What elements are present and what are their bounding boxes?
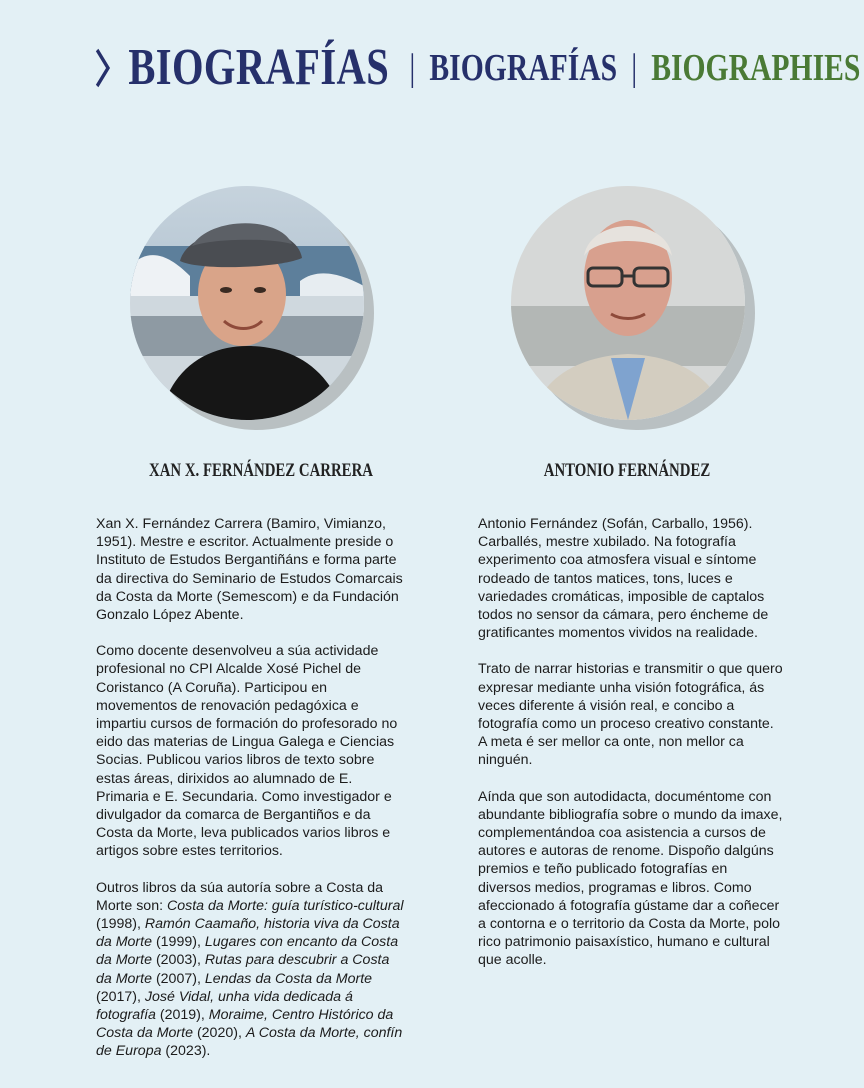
title-galician: BIOGRAFÍAS bbox=[128, 39, 390, 96]
biography-column-antonio bbox=[478, 515, 783, 988]
book-title: Rutas para descubrir a Costa da Morte bbox=[96, 952, 390, 987]
book-title: Lendas da Costa da Morte bbox=[204, 970, 373, 987]
page-header bbox=[94, 38, 860, 97]
title-separator: | bbox=[409, 46, 416, 89]
title-english: BIOGRAPHIES bbox=[651, 46, 861, 89]
book-year: (2023). bbox=[161, 1043, 211, 1060]
person-name: XAN X. FERNÁNDEZ CARRERA bbox=[149, 460, 373, 481]
book-title: Moraime, Centro Histórico da Costa da Morte bbox=[96, 1007, 394, 1042]
book-year: (2007), bbox=[152, 970, 205, 987]
bio-paragraph: Antonio Fernández (Sofán, Carballo, 1956). Carballés, mestre xubilado. Na fotografía experimento coa atmosfera visual e síntome rodeado de tantos matices, tons, luces e variedades cromáticas, imposible de captalos todos no sensor da cámara, pero éncheme de gratificantes momentos vividos na realidade. bbox=[478, 516, 769, 642]
bio-paragraph: Trato de narrar historias e transmitir o que quero expresar mediante unha visión fotográfica, ás veces diferente á visión real, e concibo a fotografía como un proceso creativo constante. A meta é ser mellor ca onte, non mellor ca ninguén. bbox=[478, 661, 783, 769]
bio-paragraph: Como docente desenvolveu a súa actividade profesional no CPI Alcalde Xosé Pichel de Coristanco (A Coruña). Participou en movementos de renovación pedagóxica e impartiu cursos de formación do profesorado no eido das materias de Lingua Galega e Ciencias Socias. Publicou varios libros de texto sobre estas áreas, dirixidos ao alumnado de E. Primaria e E. Secundaria. Como investigador e divulgador da comarca de Bergantiños e da Costa da Morte, leva publicados varios libros e artigos sobre estes territorios. bbox=[96, 643, 398, 860]
book-year: (2017), bbox=[96, 988, 145, 1005]
biography-column-xan bbox=[96, 515, 406, 1079]
book-year: (1998), bbox=[96, 916, 145, 933]
book-title: José Vidal, unha vida dedicada á fotografía bbox=[96, 988, 353, 1024]
portrait-photo-antonio bbox=[511, 186, 745, 420]
title-spanish: BIOGRAFÍAS bbox=[429, 46, 618, 89]
books-intro: Outros libros da súa autoría sobre a Costa da Morte son: bbox=[96, 879, 384, 914]
book-year: (1999), bbox=[152, 934, 205, 951]
title-separator: | bbox=[631, 46, 638, 89]
book-title: Costa da Morte: guía turístico-cultural bbox=[166, 897, 404, 914]
bio-paragraph: Xan X. Fernández Carrera (Bamiro, Vimianzo, 1951). Mestre e escritor. Actualmente preside o Instituto de Estudos Bergantiñáns e forma parte da directiva do Seminario de Estudos Comarcais da Costa da Morte (Semescom) e da Fundación Gonzalo López Abente. bbox=[96, 516, 403, 624]
portrait-image bbox=[130, 186, 364, 420]
book-year: (2003), bbox=[152, 952, 205, 969]
book-year: (2019), bbox=[155, 1007, 209, 1024]
person-name: ANTONIO FERNÁNDEZ bbox=[543, 460, 711, 481]
book-year: (2020), bbox=[193, 1025, 246, 1042]
portrait-photo-xan bbox=[130, 186, 364, 420]
book-title: Ramón Caamaño, historia viva da Costa da Morte bbox=[96, 916, 400, 951]
bio-paragraph: Aínda que son autodidacta, documéntome con abundante bibliografía sobre o mundo da imaxe, complementándoa coa asistencia a cursos de autores e autoras de renome. Dispoño dalgúns premios e teño publicado fotografías en diversos medios, programas e libros. Como afeccionado á fotografía gústame dar a coñecer a contorna e o territorio da Costa da Morte, polo rico patrimonio paisaxístico, humano e cultural que acolle. bbox=[478, 788, 783, 969]
book-title: A Costa da Morte, confín de Europa bbox=[96, 1025, 403, 1060]
portrait-image bbox=[511, 186, 745, 420]
book-title: Lugares con encanto da Costa da Morte bbox=[96, 934, 399, 969]
chevron-right-icon bbox=[94, 44, 111, 92]
books-paragraph bbox=[96, 879, 406, 1061]
